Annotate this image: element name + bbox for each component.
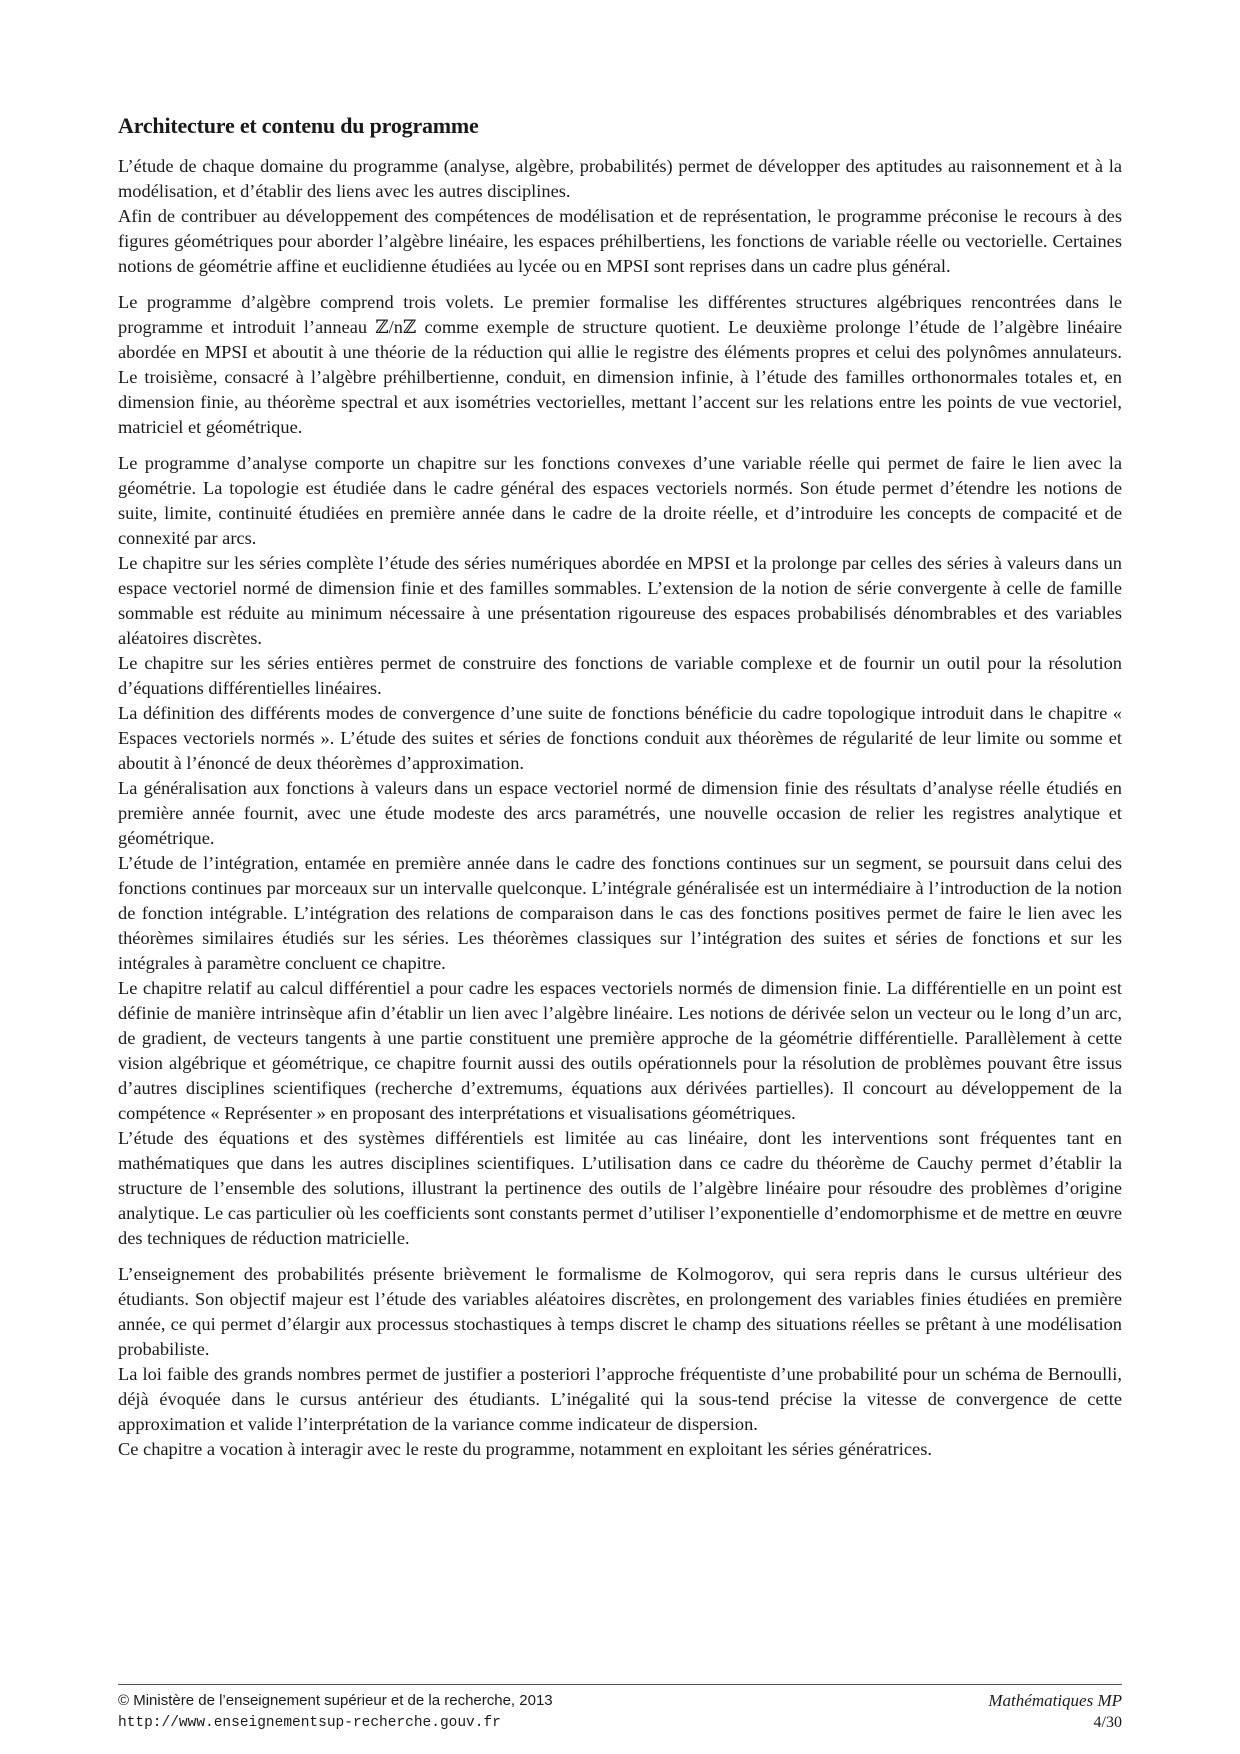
paragraph: Le chapitre sur les séries entières permet de construire des fonctions de variable complexe et de fournir un outil pour la résolution d’équations différentielles linéaires. bbox=[118, 653, 1122, 698]
algebra-block bbox=[118, 290, 1122, 440]
intro-block bbox=[118, 154, 1122, 279]
section-title: Architecture et contenu du programme bbox=[118, 113, 479, 138]
main-content bbox=[118, 112, 1122, 1462]
footer-subject: Mathématiques MP bbox=[988, 1691, 1122, 1710]
paragraph: L’étude de l’intégration, entamée en première année dans le cadre des fonctions continues sur un segment, se poursuit dans celui des fonctions continues par morceaux sur un intervalle quelconque. L’intégrale généralisée est un intermédiaire à l’introduction de la notion de fonction intégrable. L’intégration des relations de comparaison dans le cas des fonctions positives permet de faire le lien avec les théorèmes similaires étudiés sur les séries. Les théorèmes classiques sur l’intégration des suites et séries de fonctions et sur les intégrales à paramètre concluent ce chapitre. bbox=[118, 853, 1122, 973]
footer-copyright: © Ministère de l’enseignement supérieur et de la recherche, 2013 bbox=[118, 1692, 553, 1709]
footer-divider bbox=[118, 1684, 1122, 1685]
probability-block bbox=[118, 1262, 1122, 1462]
paragraph: La loi faible des grands nombres permet de justifier a posteriori l’approche fréquentiste d’une probabilité pour un schéma de Bernoulli, déjà évoquée dans le cursus antérieur des étudiants. L’inégalité qui la sous-tend précise la vitesse de convergence de cette approximation et valide l’interprétation de la variance comme indicateur de dispersion. bbox=[118, 1364, 1122, 1434]
paragraph: Ce chapitre a vocation à interagir avec le reste du programme, notamment en exploitant les séries génératrices. bbox=[118, 1439, 932, 1459]
paragraph: La généralisation aux fonctions à valeurs dans un espace vectoriel normé de dimension finie des résultats d’analyse réelle étudiés en première année fournit, avec une étude modeste des arcs paramétrés, une nouvelle occasion de relier les registres analytique et géométrique. bbox=[118, 778, 1122, 848]
paragraph: Afin de contribuer au développement des compétences de modélisation et de représentation, le programme préconise le recours à des figures géométriques pour aborder l’algèbre linéaire, les espaces préhilbertiens, les fonctions de variable réelle ou vectorielle. Certaines notions de géométrie affine et euclidienne étudiées au lycée ou en MPSI sont reprises dans un cadre plus général. bbox=[118, 206, 1122, 276]
footer-url-link[interactable]: http://www.enseignementsup-recherche.gouv.fr bbox=[118, 1715, 501, 1731]
paragraph: La définition des différents modes de convergence d’une suite de fonctions bénéficie du cadre topologique introduit dans le chapitre « Espaces vectoriels normés ». L’étude des suites et séries de fonctions conduit aux théorèmes de régularité de leur limite ou somme et aboutit à l’énoncé de deux théorèmes d’approximation. bbox=[118, 703, 1122, 773]
paragraph: Le chapitre sur les séries complète l’étude des séries numériques abordée en MPSI et la prolonge par celles des séries à valeurs dans un espace vectoriel normé de dimension finie et des familles sommables. L’extension de la notion de série convergente à celle de famille sommable est réduite au minimum nécessaire à une présentation rigoureuse des espaces probabilisés dénombrables et des variables aléatoires discrètes. bbox=[118, 553, 1122, 648]
paragraph: L’étude de chaque domaine du programme (analyse, algèbre, probabilités) permet de développer des aptitudes au raisonnement et à la modélisation, et d’établir des liens avec les autres disciplines. bbox=[118, 156, 1122, 201]
paragraph: L’enseignement des probabilités présente brièvement le formalisme de Kolmogorov, qui sera repris dans le cursus ultérieur des étudiants. Son objectif majeur est l’étude des variables aléatoires discrètes, en prolongement des variables finies étudiées en première année, ce qui permet d’élargir aux processus stochastiques à temps discret le champ des situations réelles se prêtant à une modélisation probabiliste. bbox=[118, 1264, 1122, 1359]
paragraph: Le programme d’algèbre comprend trois volets. Le premier formalise les différentes structures algébriques rencontrées dans le programme et introduit l’anneau ℤ/nℤ comme exemple de structure quotient. Le deuxième prolonge l’étude de l’algèbre linéaire abordée en MPSI et aboutit à une théorie de la réduction qui allie le registre des éléments propres et celui des polynômes annulateurs. Le troisième, consacré à l’algèbre préhilbertienne, conduit, en dimension infinie, à l’étude des familles orthonormales totales et, en dimension finie, au théorème spectral et aux isométries vectorielles, mettant l’accent sur les relations entre les points de vue vectoriel, matriciel et géométrique. bbox=[118, 292, 1122, 437]
paragraph: L’étude des équations et des systèmes différentiels est limitée au cas linéaire, dont les interventions sont fréquentes tant en mathématiques que dans les autres disciplines scientifiques. L’utilisation dans ce cadre du théorème de Cauchy permet d’établir la structure de l’ensemble des solutions, illustrant la pertinence des outils de l’algèbre linéaire pour résoudre des problèmes d’origine analytique. Le cas particulier où les coefficients sont constants permet d’utiliser l’exponentielle d’endomorphisme et de mettre en œuvre des techniques de réduction matricielle. bbox=[118, 1128, 1122, 1248]
analysis-block bbox=[118, 451, 1122, 1251]
paragraph: Le programme d’analyse comporte un chapitre sur les fonctions convexes d’une variable réelle qui permet de faire le lien avec la géométrie. La topologie est étudiée dans le cadre général des espaces vectoriels normés. Son étude permet d’étendre les notions de suite, limite, continuité étudiées en première année dans le cadre de la droite réelle, et d’introduire les concepts de compacité et de connexité par arcs. bbox=[118, 453, 1122, 548]
page-number: 4/30 bbox=[1093, 1714, 1122, 1731]
paragraph: Le chapitre relatif au calcul différentiel a pour cadre les espaces vectoriels normés de dimension finie. La différentielle en un point est définie de manière intrinsèque afin d’établir un lien avec l’algèbre linéaire. Les notions de dérivée selon un vecteur ou le long d’un arc, de gradient, de vecteurs tangents à une partie constituent une première approche de la géométrie différentielle. Parallèlement à cette vision algébrique et géométrique, ce chapitre fournit aussi des outils opérationnels pour la résolution de problèmes pouvant être issus d’autres disciplines scientifiques (recherche d’extremums, équations aux dérivées partielles). Il concourt au développement de la compétence « Représenter » en proposant des interprétations et visualisations géométriques. bbox=[118, 978, 1122, 1123]
